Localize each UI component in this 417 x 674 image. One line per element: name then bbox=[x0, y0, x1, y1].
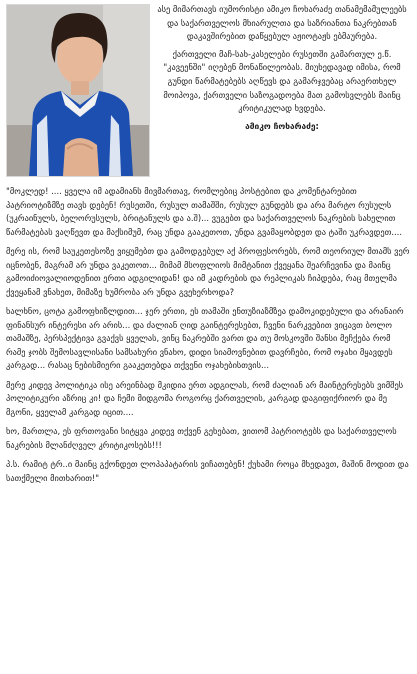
portrait-image bbox=[7, 5, 149, 176]
quote-paragraph: "მოკლედ! .... ყველა იმ ადამიანს მივმართავ, რომლებიც პოსტებით და კომენტარებით პატრიოტიზმზე თავს დებენ! რუსეთში, რუსულ თამაშში, რუსულ გუნდებს და არა მარტო რუსულს (უკრაინულს, ბელორუსულს, ბრიტანულს და ა.შ)... ვუგებთ და საქართველოს ნაკრების სახელით წარმატებას ვაღწევთ და მაქსიმუმ, რაც უნდა გააკეთოთ, უნდა გვამაყობდეთ და ტაში უკრავდეთ.... bbox=[6, 186, 403, 237]
article-header bbox=[0, 0, 417, 180]
quote-paragraph: პ.ს. რამიტ ტრ..ი მაინც გქონდეთ ლოპაპატარის ვიჩათებენ! ქუხამი როცა მხედავთ, მაშინ მოდით და სათქმელი მითხარით!" bbox=[6, 459, 409, 483]
quote-paragraph: მერე ის, რომ საუკეთესოზე ვიყუმებთ და გამოდგებულ აქ პროფესორებს, რომ თეორიულ მთამს ვერ იცნობენ, მაგრამ არ უნდა ვაკეთოთ... მიმამ მსოფლიოს მიმტანით ქვეყანა შეარჩევინა და მაინც გამოიძიოვალიოდენით ერთი ადგილიდან! და იმ კადრების და რეპლიკას ჩიპდება, რაც მთელმა ქვეყანამ ვნახეთ, მიმაზე ხუმრობა არ უნდა გვეხერხოდა? bbox=[6, 246, 410, 297]
intro-paragraph: ქართველი მაჩ-სახ-კასელები რუსეთში გამართულ ე.წ. "კავეენში" იღებენ მონაწილეობას. მიუხედავად იმისა, რომ გუნდი წარმატებებს აღწევს და გამარჯვებაც არაერთხელ მოიპოვა, ქართველი საზოგადოება მათ გამოსვლებს მაინც კრიტიკულად ხვდება. bbox=[163, 48, 401, 114]
intro-paragraph: ასე მიმართავს იუმორისტი ამიკო ჩოხარაძე თანამემამულეებს და საქართველოს მხიარულთა და საზრიანთა ნაკრებთან დაკავშირებით დაწყებულ აჟიოტაჟს ებმაურება. bbox=[157, 4, 407, 42]
quote-paragraph: ხალხნო, ცოტა გამოფხიზლდით... ჯერ ერთი, ეს თამაში ენთუზიაზმზეა დამოკიდებული და არანაირ ფინანსურ ინტერესი არ არის... და ძალიან ღიდ გაინტერესებთ, ჩვენი ნარკვებით ვიცავთ ბოლო თამაშზე, პერსპექტივა გვაქვს ყველას, ვინც ნაკრებში ვართ და თუ მოსკოვში შანსი მეჩქება რომ რამე ჯობს შემოსავლისანი სამსახური ვნახო, დიდი სიამოვნებით დავრჩები, რომ ოჯახი მყავდეს კარგად... რასაც ნებისმიერი გააკეთებდა თქვენი ოჯახებისთვის... bbox=[6, 306, 404, 370]
speaker-name: ამიკო ჩოხარაძე: bbox=[245, 120, 319, 131]
quote-body bbox=[6, 185, 410, 485]
portrait-photo bbox=[6, 4, 150, 177]
quote-paragraph: მერე კიდევ პოლიტიკა ისე არეინბად მკიდია ერთ ადგილას, რომ ძალიან არ მაინტერესებს ვიმშეს პოლიტიკური აზრიც კი! და ჩემი მიდგომა როგორც ქართველის, კარგად დაგიფიქრიორ და მე მგონი, ყველამ კარგად იცით.... bbox=[6, 379, 404, 417]
intro-text bbox=[152, 3, 412, 137]
quote-paragraph: ხო, მართლა, ეს ფრთოვანი სიტყვა კიდევ თქვენ გეხებათ, ვითომ პატრიოტებს და საქართველოს ნაკრების მლანძღველ კრიტიკოსებს!!! bbox=[6, 426, 397, 450]
